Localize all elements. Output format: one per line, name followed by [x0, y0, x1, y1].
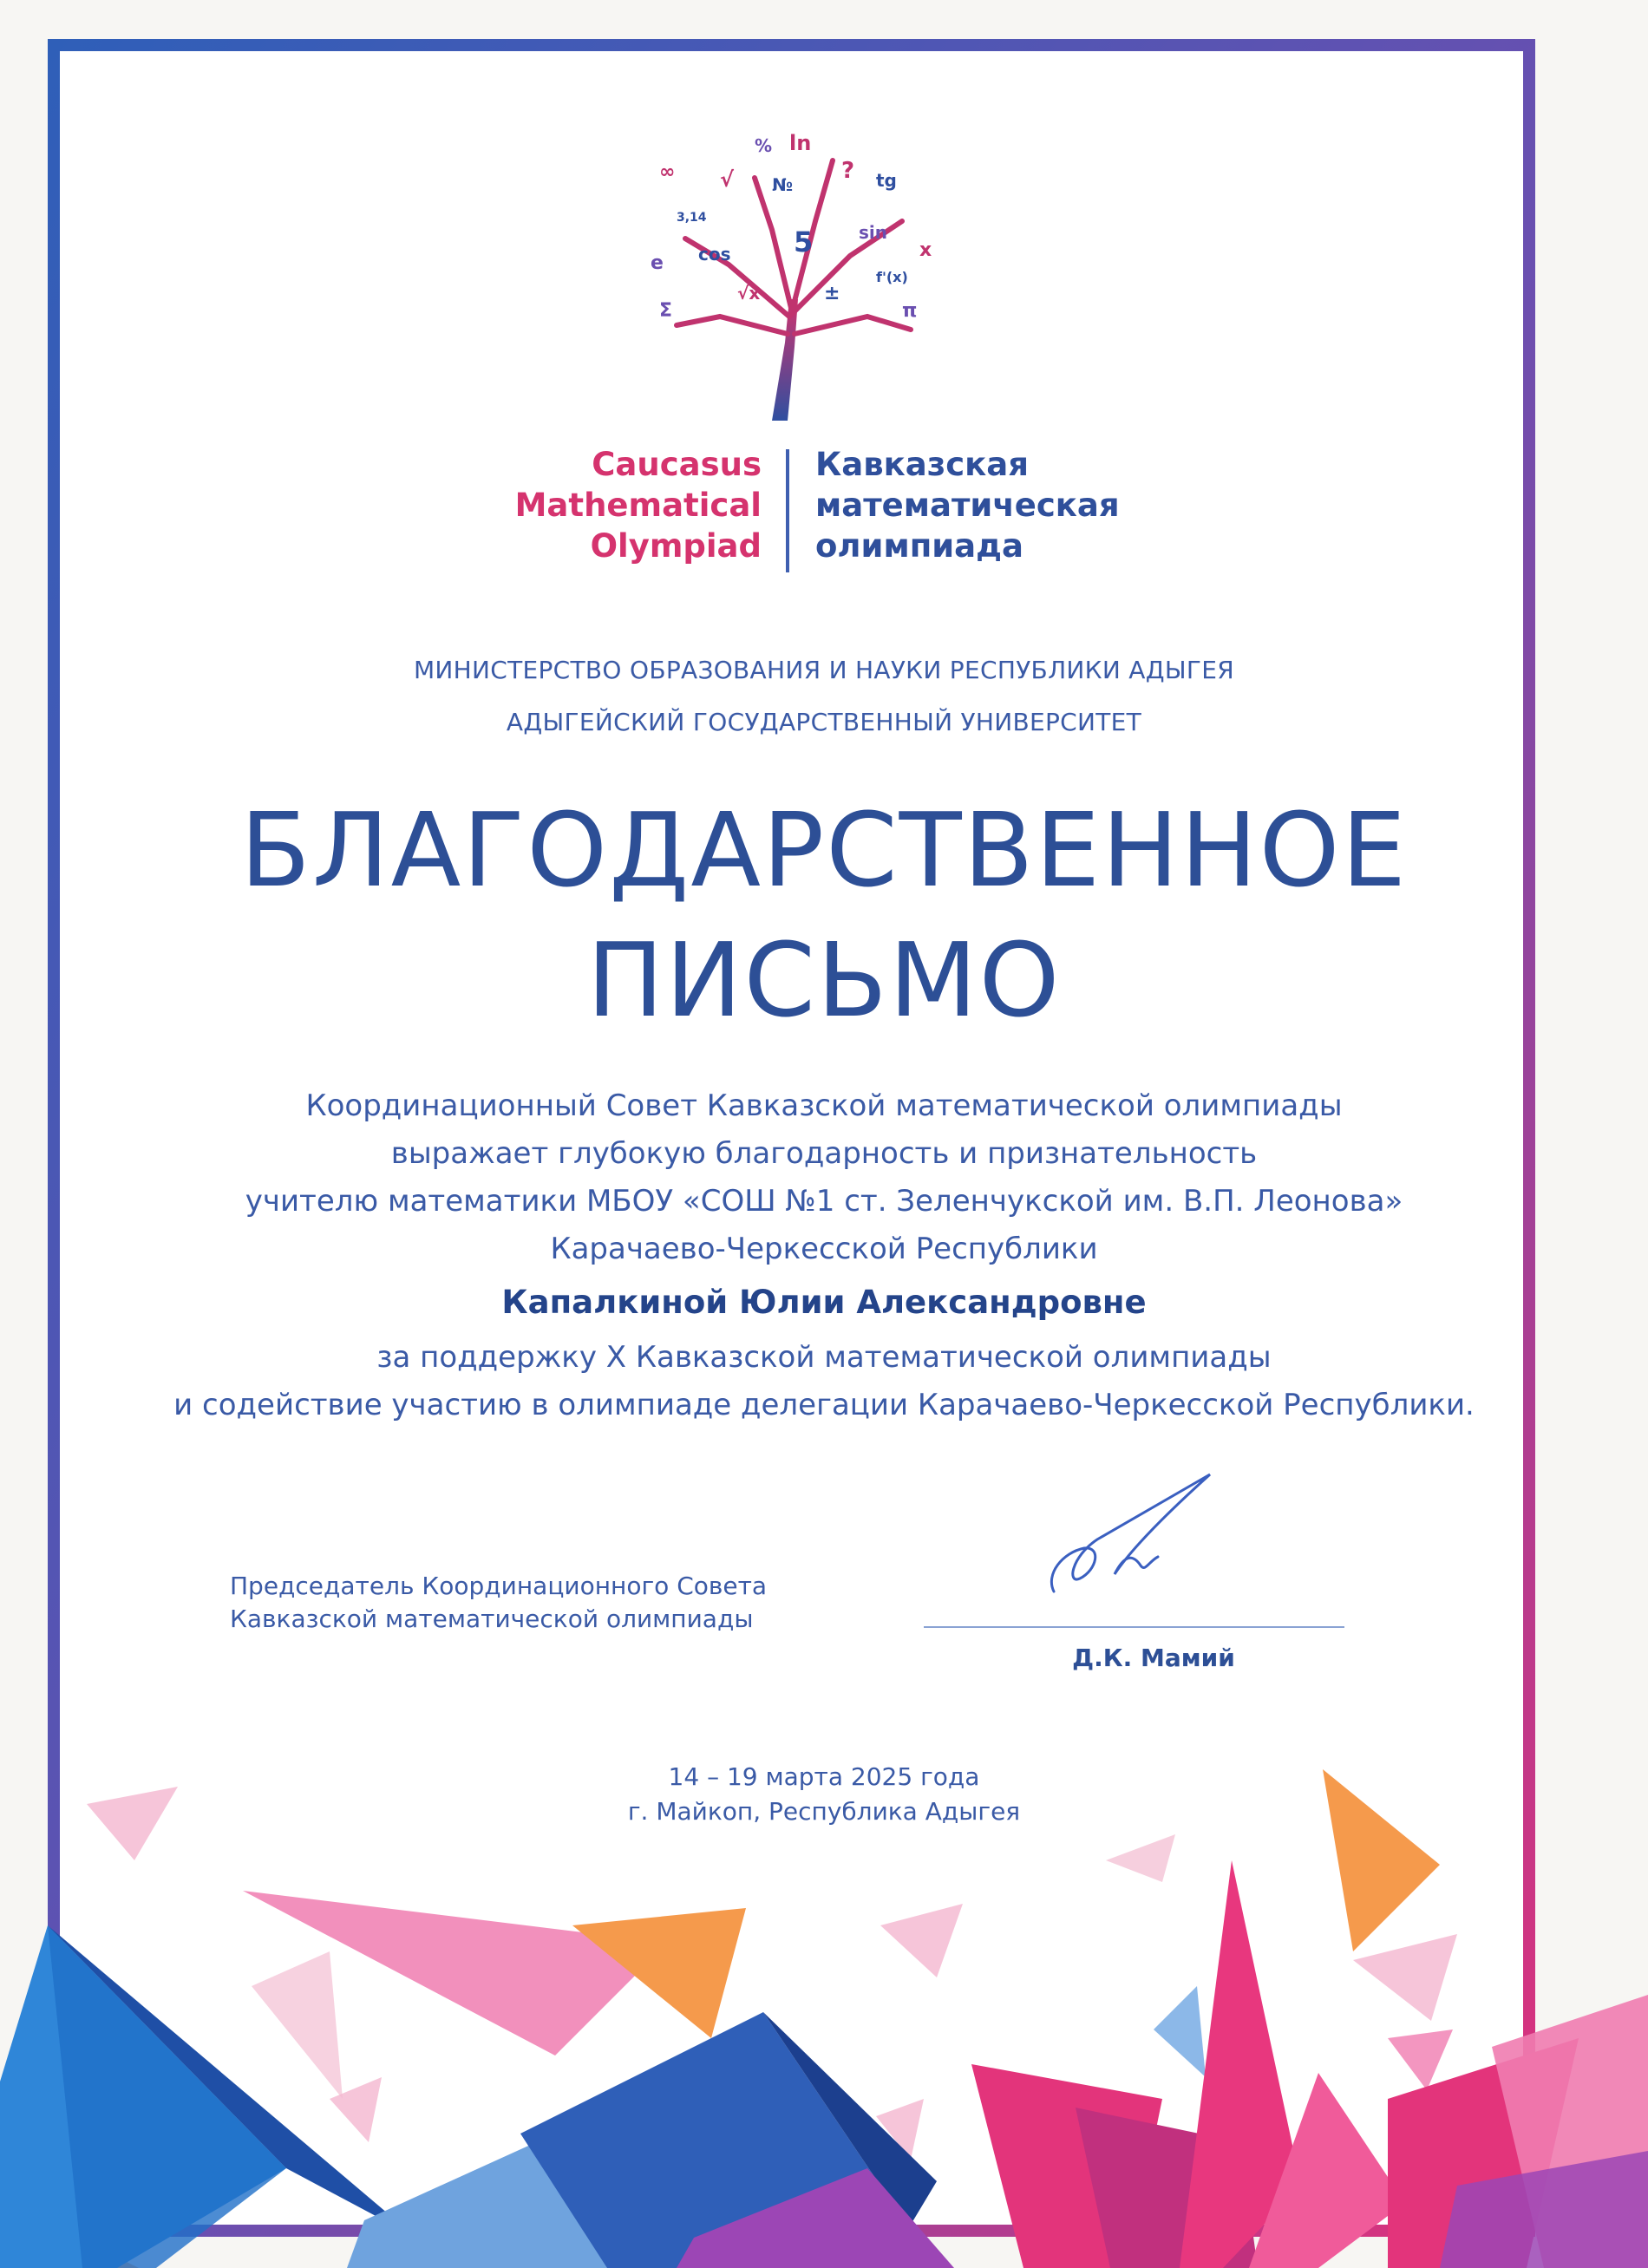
body-line: Координационный Совет Кавказской математической олимпиады — [305, 1088, 1343, 1123]
body-line: и содействие участию в олимпиаде делегации Карачаево-Черкесской Республики. — [173, 1388, 1475, 1422]
event-place: г. Майкоп, Республика Адыгея — [627, 1797, 1021, 1826]
logo-ru-line: олимпиада — [815, 527, 1023, 565]
tree-symbol: № — [772, 174, 794, 195]
logo-divider — [786, 449, 789, 572]
triangle-shape — [880, 1904, 963, 1977]
body-line: выражает глубокую благодарность и признательность — [390, 1136, 1258, 1171]
body-line: за поддержку X Кавказской математической олимпиады — [376, 1340, 1272, 1375]
signature-line — [924, 1626, 1344, 1628]
triangle-shape — [48, 1925, 286, 2268]
tree-symbol: x — [919, 239, 932, 261]
signer-name: Д.К. Мамий — [1072, 1644, 1235, 1672]
tree-symbol: ln — [789, 131, 812, 155]
tree-symbol: 5 — [794, 225, 814, 258]
triangle-shape — [1388, 2029, 1453, 2090]
handwritten-signature — [1037, 1470, 1219, 1609]
tree-symbol: ? — [841, 158, 855, 184]
recipient-name: Капалкиной Юлии Александровне — [501, 1284, 1147, 1321]
tree-symbol: % — [755, 135, 773, 156]
signer-position-line: Кавказской математической олимпиады — [230, 1605, 754, 1633]
olympiad-tree-logo — [625, 126, 954, 425]
signer-position — [230, 1570, 924, 1636]
tree-symbol: f'(x) — [876, 269, 908, 285]
university-name: АДЫГЕЙСКИЙ ГОСУДАРСТВЕННЫЙ УНИВЕРСИТЕТ — [506, 708, 1142, 736]
logo-en-line: Olympiad — [590, 527, 762, 565]
triangle-shape — [1106, 1834, 1175, 1882]
logo-en-line: Caucasus — [592, 446, 762, 483]
triangle-shape — [1353, 1934, 1457, 2021]
tree-symbol: e — [651, 252, 664, 274]
triangle-shape — [1154, 1986, 1206, 2077]
tree-branch — [795, 317, 911, 334]
logo-en-line: Mathematical — [514, 487, 762, 524]
tree-symbol: 3,14 — [677, 211, 707, 225]
logo-name-ru — [815, 444, 1180, 566]
tree-trunk — [772, 299, 798, 421]
event-dates: 14 – 19 марта 2025 года — [668, 1762, 980, 1791]
logo-ru-line: математическая — [815, 487, 1120, 524]
body-line: Карачаево-Черкесской Республики — [550, 1232, 1098, 1266]
body-line: учителю математики МБОУ «СОШ №1 ст. Зеленчукской им. В.П. Леонова» — [245, 1184, 1403, 1219]
ministry-name: МИНИСТЕРСТВО ОБРАЗОВАНИЯ И НАУКИ РЕСПУБЛИКИ АДЫГЕЯ — [413, 656, 1235, 684]
triangle-shape — [252, 1951, 343, 2099]
tree-symbol: sin — [859, 222, 887, 243]
logo-name-en — [486, 444, 762, 566]
tree-symbol: tg — [876, 170, 897, 191]
tree-symbol: π — [902, 300, 918, 322]
tree-symbol: ± — [824, 283, 840, 304]
tree-symbol: √ — [720, 167, 735, 192]
document-title-line2: ПИСЬМО — [586, 920, 1062, 1040]
tree-symbol: cos — [698, 244, 731, 265]
tree-symbol: Σ — [659, 300, 673, 322]
tree-symbol: √x — [737, 283, 761, 304]
document-title-line1: БЛАГОДАРСТВЕННОЕ — [239, 790, 1409, 910]
logo-ru-line: Кавказская — [815, 446, 1029, 483]
tree-symbol: ∞ — [659, 161, 676, 183]
signer-position-line: Председатель Координационного Совета — [230, 1572, 768, 1600]
tree-branch — [677, 317, 788, 334]
